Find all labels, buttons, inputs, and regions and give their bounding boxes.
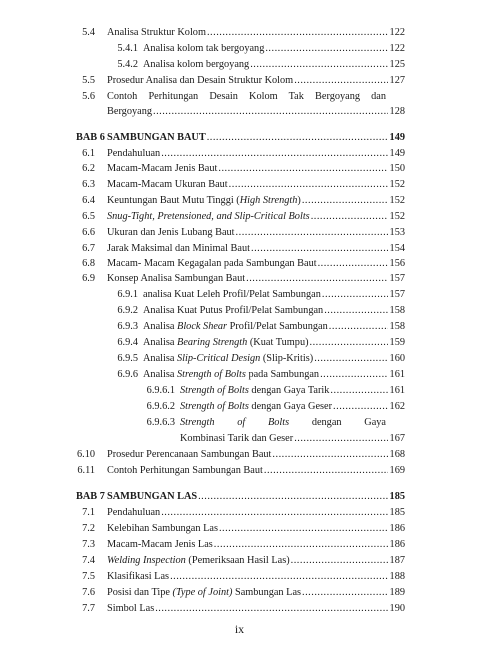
- toc-entry: [0, 489, 479, 505]
- page-number: ix: [234, 622, 245, 636]
- section-title: Welding Inspection (Pemeriksaan Hasil Las): [107, 555, 290, 566]
- section-number: 6.2: [82, 163, 95, 174]
- toc-entry-line: [107, 130, 405, 146]
- section-number: 5.5: [82, 75, 95, 86]
- toc-entry-line: [107, 521, 405, 537]
- section-title: Klasifikasi Las: [107, 571, 170, 582]
- page-reference: 127: [389, 75, 405, 86]
- page-reference: 156: [389, 258, 405, 269]
- toc-entry: [0, 537, 479, 553]
- toc-entry: [0, 415, 479, 431]
- section-title: Kombinasi Tarik dan Geser: [180, 433, 294, 444]
- dot-leader: [153, 104, 388, 120]
- toc-entry: [0, 553, 479, 569]
- dot-leader: [218, 161, 387, 177]
- toc-entry-line: [180, 399, 405, 415]
- toc-entry-line: [107, 241, 405, 257]
- toc-entry: [0, 601, 479, 617]
- chapter-number: BAB 7: [76, 491, 105, 502]
- section-number: 7.4: [82, 555, 95, 566]
- toc-entry-line: [107, 447, 405, 463]
- section-title: Pendahuluan: [107, 507, 161, 518]
- toc-entry: [0, 383, 479, 399]
- toc-entry: [0, 57, 479, 73]
- toc-entry-line: [107, 553, 405, 569]
- section-title: Ukuran dan Jenis Lubang Baut: [107, 227, 235, 238]
- page-reference: 125: [389, 59, 405, 70]
- dot-leader: [246, 271, 387, 287]
- dot-leader: [264, 463, 388, 479]
- page-reference: 168: [389, 449, 405, 460]
- section-title: analisa Kuat Leleh Profil/Pelat Sambungan: [143, 289, 321, 300]
- section-number: 7.2: [82, 523, 95, 534]
- toc-entry: [0, 521, 479, 537]
- toc-entry-line: [107, 537, 405, 553]
- page-reference: 157: [389, 273, 405, 284]
- section-number: 7.1: [82, 507, 95, 518]
- section-number: 6.9: [82, 273, 95, 284]
- toc-entry-line: [143, 367, 405, 383]
- section-number: 7.3: [82, 539, 95, 550]
- section-number: 6.4: [82, 195, 95, 206]
- page-reference: 186: [389, 523, 405, 534]
- dot-leader: [251, 241, 388, 257]
- page-reference: 189: [389, 587, 405, 598]
- page-reference: 154: [389, 243, 405, 254]
- section-title: Analisa kolom bergoyang: [143, 59, 250, 70]
- dot-leader: [302, 585, 388, 601]
- dot-leader: [207, 130, 388, 146]
- toc-entry: [0, 399, 479, 415]
- section-title: Macam-Macam Jenis Baut: [107, 163, 218, 174]
- page-reference: 158: [389, 305, 405, 316]
- section-title: Keuntungan Baut Mutu Tinggi (High Strength): [107, 195, 301, 206]
- toc-entry-line: [107, 585, 405, 601]
- dot-leader: [250, 57, 387, 73]
- dot-leader: [318, 256, 388, 272]
- toc-entry-line: [143, 351, 405, 367]
- section-title: Analisa kolom tak bergoyang: [143, 43, 265, 54]
- toc-entry-line: [143, 287, 405, 303]
- toc-entry: [0, 130, 479, 146]
- page-reference: 188: [389, 571, 405, 582]
- toc-entry: [0, 287, 479, 303]
- toc-entry: [0, 241, 479, 257]
- dot-leader: [161, 146, 387, 162]
- dot-leader: [214, 537, 388, 553]
- toc-entry-line: [180, 383, 405, 399]
- toc-entry: [0, 271, 479, 287]
- toc-entry-line: [143, 57, 405, 73]
- section-number: 6.5: [82, 211, 95, 222]
- section-title: Kelebihan Sambungan Las: [107, 523, 218, 534]
- section-title: Strength of Bolts dengan Gaya Geser: [180, 401, 333, 412]
- dot-leader: [170, 569, 387, 585]
- section-title: Contoh Perhitungan Desain Kolom Tak Bergoyang dan: [107, 91, 386, 102]
- section-number: 6.10: [76, 449, 95, 460]
- dot-leader: [294, 73, 387, 89]
- section-title: Bergoyang: [107, 106, 152, 117]
- section-title: Analisa Block Shear Profil/Pelat Sambungan: [143, 321, 328, 332]
- toc-entry-line: [107, 25, 405, 41]
- section-number: 6.9.6.2: [146, 401, 175, 412]
- section-title: Prosedur Analisa dan Desain Struktur Kolom: [107, 75, 294, 86]
- toc-entry: [0, 319, 479, 335]
- section-number: 5.4.1: [117, 43, 138, 54]
- page-reference: 128: [389, 106, 405, 117]
- page-reference: 162: [389, 401, 405, 412]
- section-title: Jarak Maksimal dan Minimal Baut: [107, 243, 250, 254]
- toc-entry-line: [107, 73, 405, 89]
- dot-leader: [198, 489, 387, 505]
- toc-entry: [0, 161, 479, 177]
- section-number: 6.6: [82, 227, 95, 238]
- dot-leader: [265, 41, 387, 57]
- page-reference: 190: [389, 603, 405, 614]
- toc-entry-line: [143, 319, 405, 335]
- section-number: 7.6: [82, 587, 95, 598]
- section-title: Analisa Strength of Bolts pada Sambungan: [143, 369, 320, 380]
- toc-entry: [0, 89, 479, 105]
- dot-leader: [324, 303, 387, 319]
- toc-entry-line: [107, 193, 405, 209]
- section-number: 7.5: [82, 571, 95, 582]
- dot-leader: [155, 601, 387, 617]
- dot-leader: [207, 25, 388, 41]
- toc-entry: [0, 146, 479, 162]
- toc-entry: [0, 41, 479, 57]
- toc-entry: [0, 225, 479, 241]
- section-title: Posisi dan Tipe (Type of Joint) Sambungan Las: [107, 587, 302, 598]
- page-reference: 122: [389, 27, 405, 38]
- toc-entry: [0, 73, 479, 89]
- page-reference: 150: [389, 163, 405, 174]
- toc-entry-line: [107, 225, 405, 241]
- page-reference: 157: [389, 289, 405, 300]
- toc-entry-line: [143, 335, 405, 351]
- page-reference: 159: [389, 337, 405, 348]
- section-title: Konsep Analisa Sambungan Baut: [107, 273, 246, 284]
- page-reference: 122: [389, 43, 405, 54]
- section-number: 6.9.2: [117, 305, 138, 316]
- section-number: 6.9.6.1: [146, 385, 175, 396]
- toc-entry: [0, 447, 479, 463]
- chapter-title: SAMBUNGAN LAS: [107, 491, 198, 502]
- section-number: 6.9.6.3: [146, 417, 175, 428]
- section-number: 6.9.4: [117, 337, 138, 348]
- section-number: 5.6: [82, 91, 95, 102]
- dot-leader: [314, 351, 387, 367]
- toc-entry: [0, 193, 479, 209]
- section-title: Analisa Slip-Critical Design (Slip-Kritis): [143, 353, 314, 364]
- chapter-number: BAB 6: [76, 132, 105, 143]
- toc-entry-line: [107, 104, 405, 120]
- dot-leader: [229, 177, 388, 193]
- section-title: Analisa Kuat Putus Profil/Pelat Sambungan: [143, 305, 324, 316]
- section-number: 6.1: [82, 148, 95, 159]
- toc-entry: [0, 25, 479, 41]
- section-title: Macam- Macam Kegagalan pada Sambungan Baut: [107, 258, 317, 269]
- toc-entry: [0, 104, 479, 120]
- section-title: Contoh Perhitungan Sambungan Baut: [107, 465, 263, 476]
- dot-leader: [161, 505, 387, 521]
- section-title: Macam-Macam Ukuran Baut: [107, 179, 228, 190]
- toc-entry: [0, 335, 479, 351]
- dot-leader: [310, 335, 388, 351]
- chapter-title: SAMBUNGAN BAUT: [107, 132, 206, 143]
- section-number: 5.4.2: [117, 59, 138, 70]
- page-reference: 169: [389, 465, 405, 476]
- toc-entry: [0, 177, 479, 193]
- toc-entry-line: [180, 431, 405, 447]
- dot-leader: [320, 367, 387, 383]
- page-reference: 160: [389, 353, 405, 364]
- toc-entry: [0, 351, 479, 367]
- toc-entry-line: [107, 177, 405, 193]
- section-number: 6.9.3: [117, 321, 138, 332]
- toc-entry: [0, 585, 479, 601]
- toc-entry-line: [143, 303, 405, 319]
- section-number: 6.9.1: [117, 289, 138, 300]
- section-title: Macam-Macam Jenis Las: [107, 539, 213, 550]
- dot-leader: [236, 225, 388, 241]
- dot-leader: [311, 209, 388, 225]
- toc-entry-line: [107, 146, 405, 162]
- dot-leader: [294, 431, 387, 447]
- page-reference: 152: [389, 195, 405, 206]
- toc-entry-line: [107, 601, 405, 617]
- dot-leader: [333, 399, 388, 415]
- toc-entry-line: [107, 463, 405, 479]
- section-number: 6.7: [82, 243, 95, 254]
- toc-entry: [0, 256, 479, 272]
- section-title: Snug-Tight, Pretensioned, and Slip-Critical Bolts: [107, 211, 310, 222]
- section-number: 6.8: [82, 258, 95, 269]
- toc-entry-line: [107, 256, 405, 272]
- toc-entry-line: [107, 209, 405, 225]
- page-reference: 186: [389, 539, 405, 550]
- page-reference: 158: [389, 321, 405, 332]
- page-reference: 149: [389, 132, 405, 143]
- toc-entry-line: [107, 569, 405, 585]
- toc-entry-line: [107, 271, 405, 287]
- toc-entry: [0, 463, 479, 479]
- page-reference: 149: [389, 148, 405, 159]
- section-number: 6.11: [77, 465, 95, 476]
- section-number: 6.9.6: [117, 369, 138, 380]
- toc-entry-line: [107, 505, 405, 521]
- toc-entry: [0, 209, 479, 225]
- section-title: Strength of Bolts dengan Gaya: [180, 417, 386, 428]
- dot-leader: [322, 287, 388, 303]
- section-title: Prosedur Perencanaan Sambungan Baut: [107, 449, 272, 460]
- section-title: Pendahuluan: [107, 148, 161, 159]
- dot-leader: [302, 193, 388, 209]
- dot-leader: [272, 447, 387, 463]
- page-reference: 161: [389, 385, 405, 396]
- page-reference: 161: [389, 369, 405, 380]
- page-reference: 152: [389, 211, 405, 222]
- page-reference: 167: [389, 433, 405, 444]
- page-reference: 153: [389, 227, 405, 238]
- page-reference: 185: [389, 491, 405, 502]
- dot-leader: [330, 383, 387, 399]
- toc-entry-line: [107, 489, 405, 505]
- toc-entry: [0, 569, 479, 585]
- toc-entry-line: [143, 41, 405, 57]
- toc-entry: [0, 431, 479, 447]
- section-title: Simbol Las: [107, 603, 155, 614]
- dot-leader: [291, 553, 388, 569]
- section-number: 6.9.5: [117, 353, 138, 364]
- section-title: Analisa Struktur Kolom: [107, 27, 206, 38]
- section-number: 7.7: [82, 603, 95, 614]
- dot-leader: [329, 319, 388, 335]
- section-title: Strength of Bolts dengan Gaya Tarik: [180, 385, 330, 396]
- section-number: 6.3: [82, 179, 95, 190]
- section-number: 5.4: [82, 27, 95, 38]
- toc-entry: [0, 505, 479, 521]
- section-title: Analisa Bearing Strength (Kuat Tumpu): [143, 337, 309, 348]
- page-reference: 152: [389, 179, 405, 190]
- page-reference: 187: [389, 555, 405, 566]
- toc-entry: [0, 303, 479, 319]
- toc-entry-line: [107, 161, 405, 177]
- dot-leader: [219, 521, 388, 537]
- toc-entry: [0, 367, 479, 383]
- page-reference: 185: [389, 507, 405, 518]
